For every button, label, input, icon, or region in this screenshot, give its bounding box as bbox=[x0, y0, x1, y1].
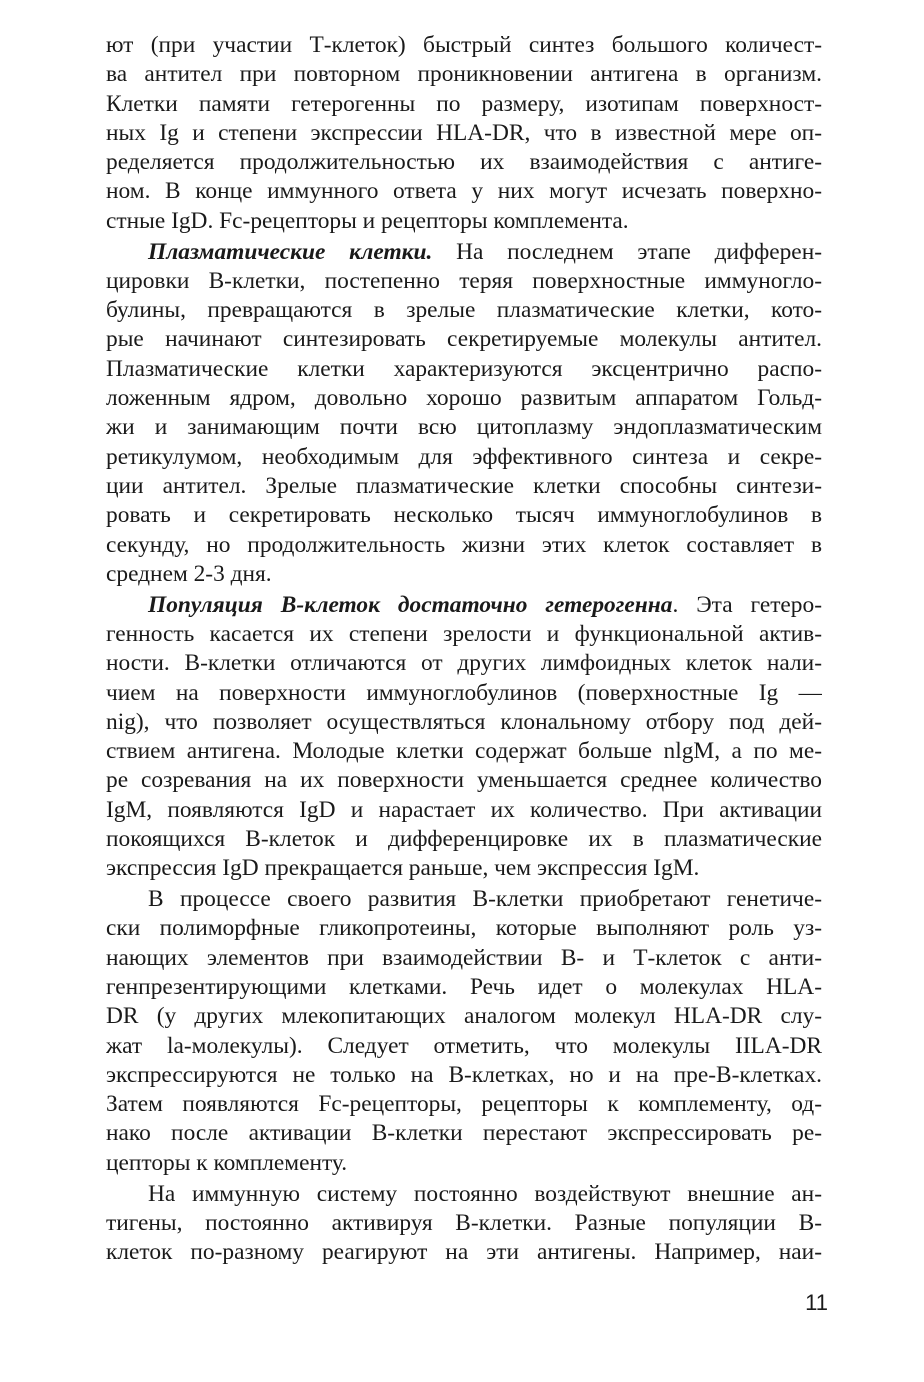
text-line: ретикулумом, необходимым для эффективного синтеза и секре- bbox=[106, 443, 822, 470]
text-line: покоящихся В-клеток и дифференцировке их в плазматические bbox=[106, 826, 822, 853]
text-line: цепторы к комплементу. bbox=[106, 1149, 348, 1176]
text-line: тигены, постоянно активируя В-клетки. Разные популяции В- bbox=[106, 1209, 822, 1236]
text-line: цировки В-клетки, постепенно теряя поверхностные иммуногло- bbox=[106, 267, 822, 294]
text-line bbox=[106, 238, 822, 267]
text-line: ва антител при повторном проникновении антигена в организм. bbox=[106, 61, 822, 88]
text-line: ных Ig и степени экспрессии HLA-DR, что в известной мере оп- bbox=[106, 119, 822, 146]
paragraph-memory-cells bbox=[106, 31, 822, 236]
text-line: IgM, появляются IgD и нарастает их количество. При активации bbox=[106, 796, 822, 823]
text-line: ствием антигена. Молодые клетки содержат больше nlgM, а по ме- bbox=[106, 738, 822, 765]
paragraph-external-antigens bbox=[106, 1180, 822, 1268]
page-number: 11 bbox=[805, 1290, 828, 1315]
text-line: nig), что позволяет осуществляться клональному отбору под дей- bbox=[106, 708, 822, 735]
text-line: булины, превращаются в зрелые плазматические клетки, кото- bbox=[106, 297, 822, 324]
text-line: жат la-молекулы). Следует отметить, что молекулы IILA-DR bbox=[106, 1032, 822, 1059]
text-line: ровать и секретировать несколько тысяч иммуноглобулинов в bbox=[106, 502, 822, 529]
text-line: ют (при участии Т-клеток) быстрый синтез большого количест- bbox=[106, 32, 822, 58]
text-line: чием на поверхности иммуноглобулинов (поверхностные Ig — bbox=[106, 679, 822, 706]
paragraph-glycoproteins bbox=[106, 885, 822, 1178]
text-line: стные IgD. Fc-рецепторы и рецепторы комплемента. bbox=[106, 207, 629, 234]
text-line: нако после активации В-клетки перестают экспрессировать ре- bbox=[106, 1120, 822, 1147]
text-line: экспрессия IgD прекращается раньше, чем экспрессия IgM. bbox=[106, 855, 700, 882]
text-line: ложенным ядром, довольно хорошо развитым аппаратом Гольд- bbox=[106, 385, 822, 412]
paragraph-b-cell-population bbox=[106, 591, 822, 884]
text-line: генпрезентирующими клетками. Речь идет о молекулах HLA- bbox=[106, 974, 822, 1000]
paragraph-heading: Популяция В-клеток достаточно гетерогенна bbox=[148, 591, 673, 618]
paragraph-plasma-cells bbox=[106, 238, 822, 590]
text-line: Клетки памяти гетерогенны по размеру, изотипам поверхност- bbox=[106, 90, 822, 117]
text-line: DR (у других млекопитающих аналогом молекул HLA-DR слу- bbox=[106, 1003, 822, 1030]
text-line: ности. В-клетки отличаются от других лимфоидных клеток нали- bbox=[106, 650, 822, 677]
text-line: жи и занимающим почти всю цитоплазму эндоплазматическим bbox=[106, 414, 822, 441]
heading-continuation: . Эта гетеро- bbox=[672, 591, 822, 618]
text-line: ном. В конце иммунного ответа у них могут исчезать поверхно- bbox=[106, 178, 822, 205]
text-line: среднем 2-3 дня. bbox=[106, 560, 272, 587]
text-line bbox=[106, 591, 822, 620]
text-line: ределяется продолжительностью их взаимодействия с антиге- bbox=[106, 149, 822, 176]
text-line: Затем появляются Fc-рецепторы, рецепторы к комплементу, од- bbox=[106, 1091, 822, 1118]
text-line: ции антител. Зрелые плазматические клетки способны синтези- bbox=[106, 472, 822, 499]
heading-continuation: На последнем этапе дифферен- bbox=[432, 238, 822, 265]
text-line: Плазматические клетки характеризуются эксцентрично распо- bbox=[106, 355, 822, 382]
text-line: На иммунную систему постоянно воздействуют внешние ан- bbox=[148, 1180, 822, 1207]
text-line: секунду, но продолжительность жизни этих клеток составляет в bbox=[106, 531, 822, 558]
text-line: ски полиморфные гликопротеины, которые выполняют роль уз- bbox=[106, 915, 822, 942]
text-line: рые начинают синтезировать секретируемые молекулы антител. bbox=[106, 326, 822, 353]
text-line: клеток по-разному реагируют на эти антигены. Например, наи- bbox=[106, 1239, 822, 1266]
text-line: ре созревания на их поверхности уменьшается среднее количество bbox=[106, 767, 822, 794]
paragraph-heading: Плазматические клетки. bbox=[148, 238, 433, 265]
text-line: нающих элементов при взаимодействии В- и Т-клеток с анти- bbox=[106, 944, 822, 971]
text-line: генность касается их степени зрелости и функциональной актив- bbox=[106, 620, 822, 647]
text-line: экспрессируются не только на В-клетках, но и на пре-В-клетках. bbox=[106, 1061, 822, 1088]
body-text bbox=[106, 31, 822, 1267]
text-line: В процессе своего развития В-клетки приобретают генетиче- bbox=[148, 886, 822, 913]
